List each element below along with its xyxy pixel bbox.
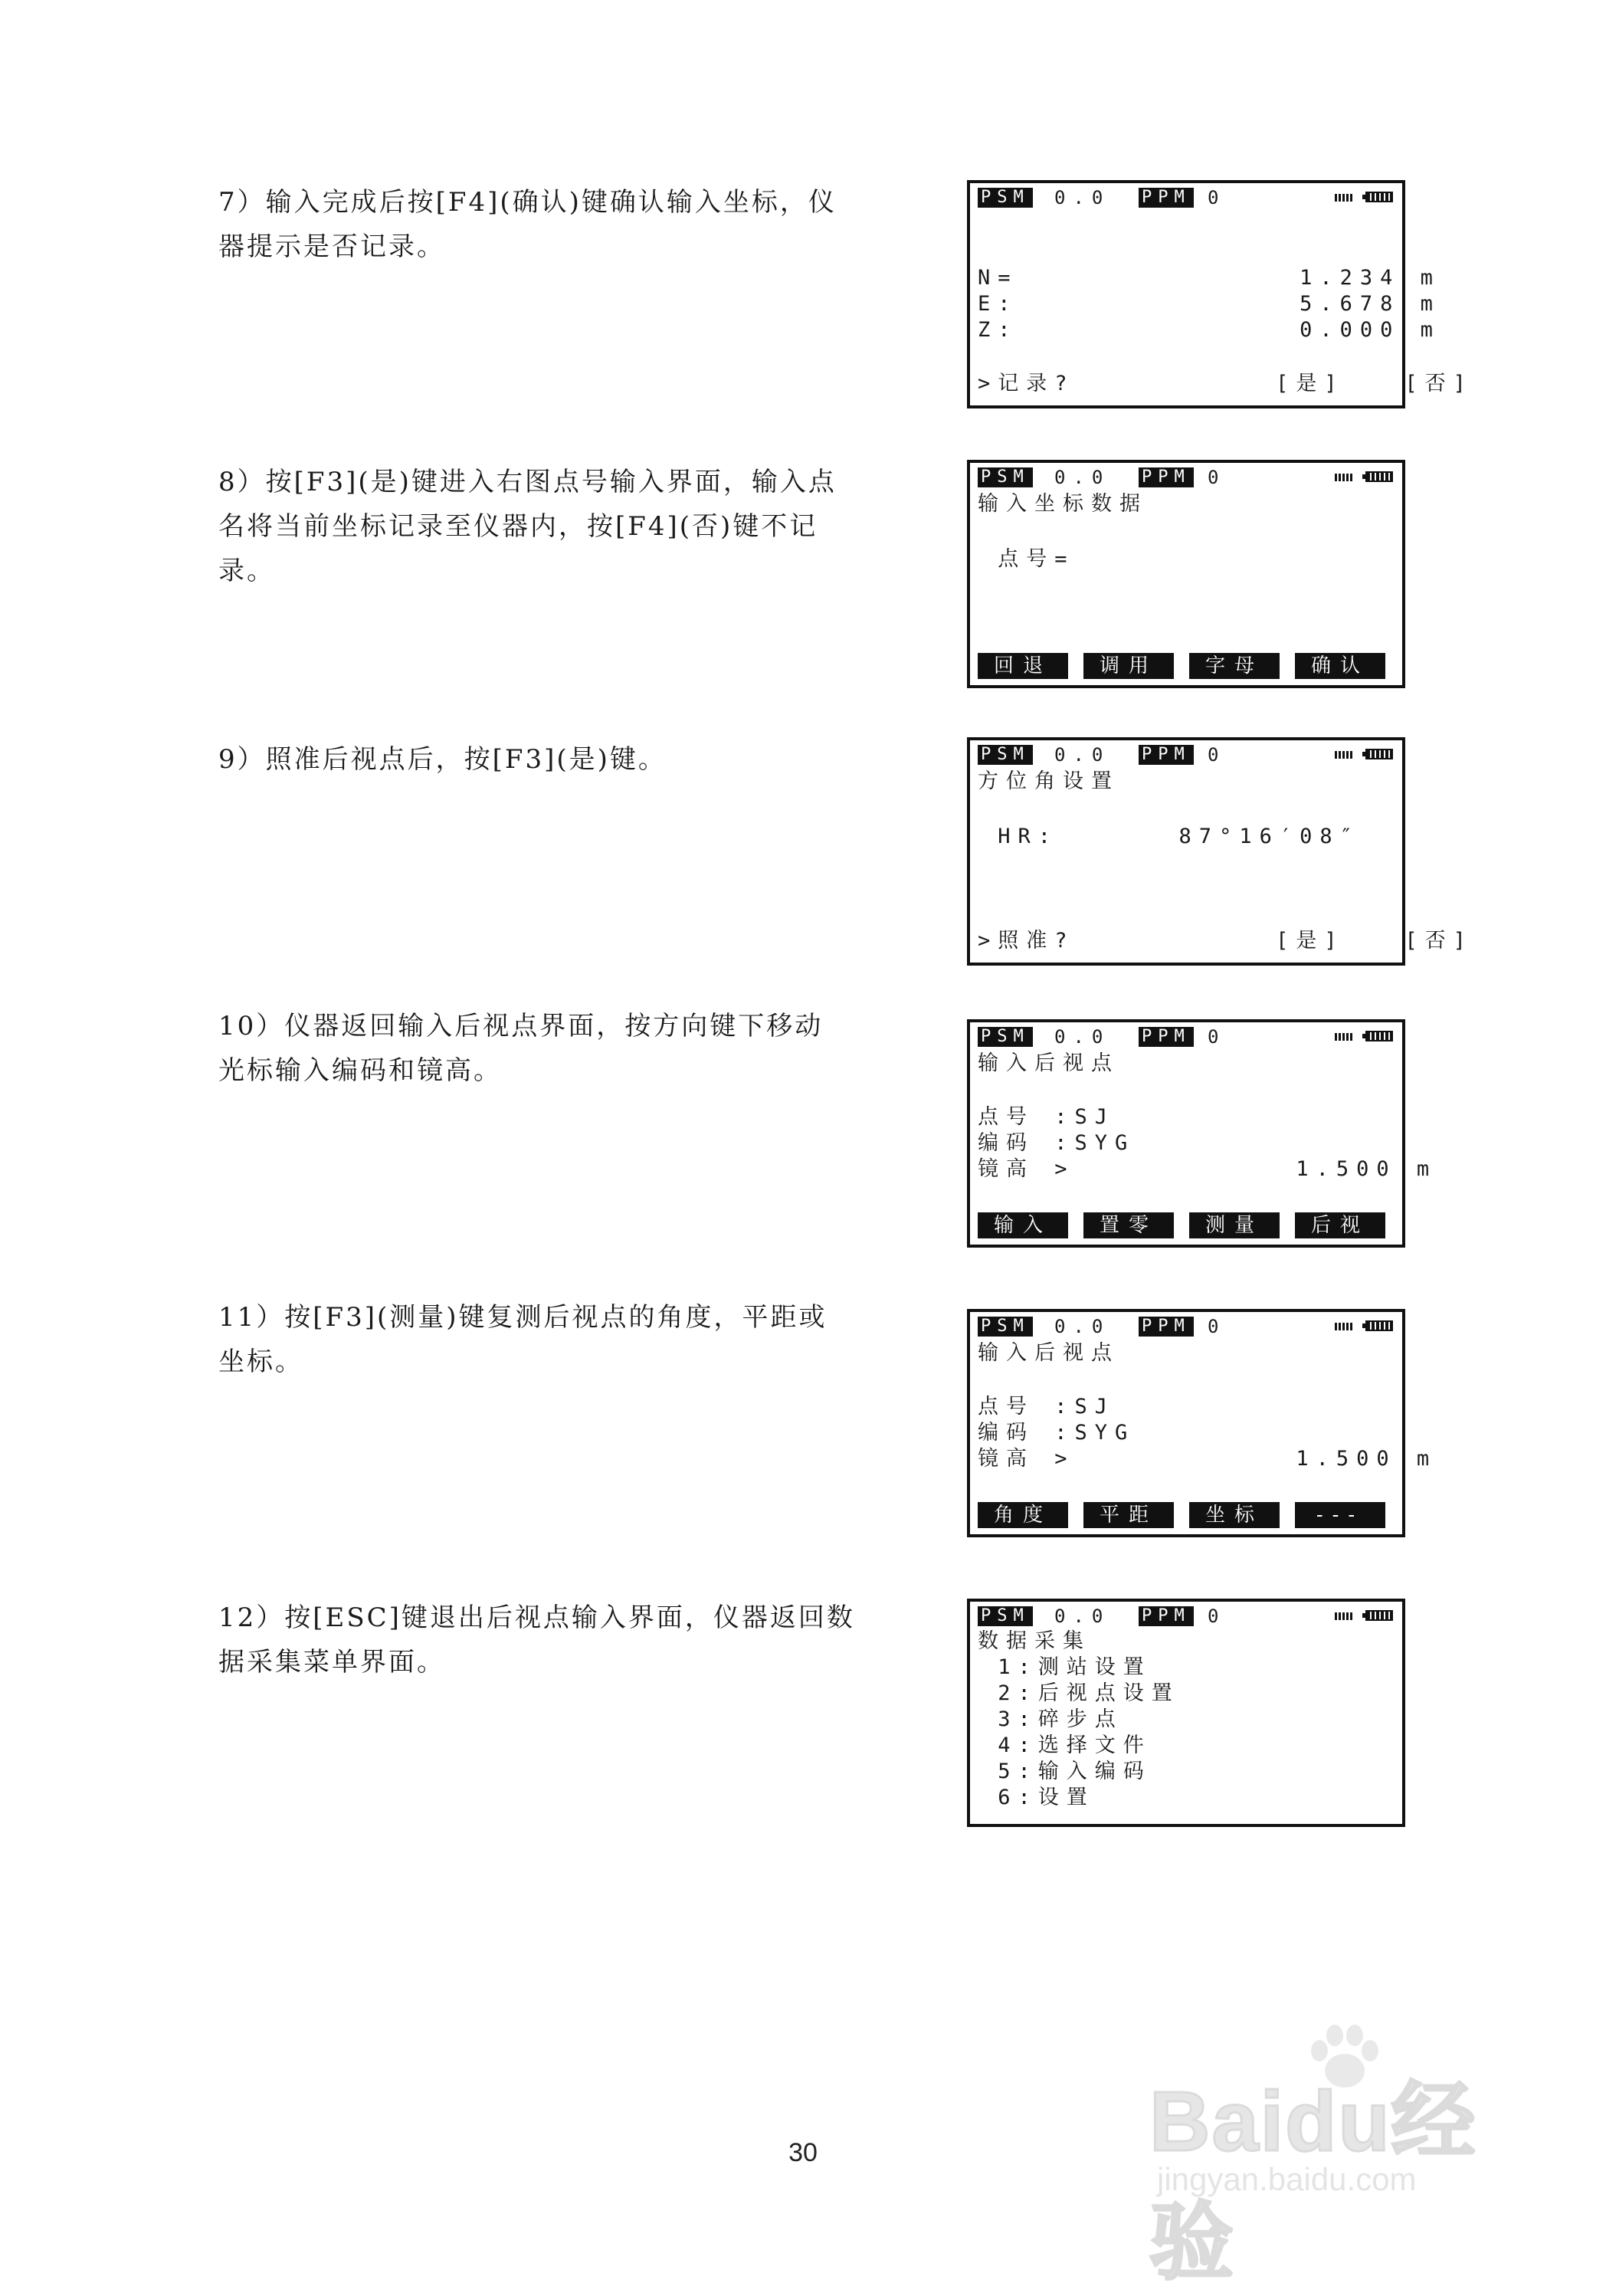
code-line[interactable]: 编码 :SYG — [978, 1421, 1136, 1445]
screen-line: N= 1.234 m — [978, 266, 1440, 290]
code-line[interactable]: 编码 :SYG — [978, 1131, 1136, 1155]
status-bar — [978, 188, 1398, 209]
softkey-input[interactable]: 输入 — [978, 1212, 1068, 1238]
softkey-horizontal-distance[interactable]: 平距 — [1083, 1502, 1174, 1528]
watermark-url: jingyan.baidu.com — [1157, 2161, 1417, 2197]
signal-icon — [1335, 1033, 1353, 1041]
menu-item-input-code[interactable]: 5:输入编码 — [978, 1760, 1152, 1783]
battery-icon — [1365, 192, 1393, 202]
screen-line: Z: 0.000 m — [978, 318, 1440, 342]
step-10-text: 10）仪器返回输入后视点界面，按方向键下移动 光标输入编码和镜高。 — [218, 1011, 824, 1086]
menu-item-detail-point[interactable]: 3:碎步点 — [978, 1707, 1123, 1731]
battery-icon — [1365, 1320, 1393, 1331]
menu-item-backsight-setup[interactable]: 2:后视点设置 — [978, 1681, 1180, 1705]
point-number-line[interactable]: 点号 :SJ — [978, 1105, 1116, 1129]
menu-item-settings[interactable]: 6:设置 — [978, 1786, 1095, 1809]
screen-title: 方位角设置 — [978, 769, 1119, 793]
battery-icon — [1365, 1610, 1393, 1621]
softkey-bar — [978, 1212, 1395, 1238]
softkey-bar — [978, 1502, 1395, 1528]
ppm-value: 0 — [1208, 1316, 1227, 1337]
psm-badge: PSM — [978, 467, 1033, 487]
signal-icon — [1335, 1612, 1353, 1620]
ppm-value: 0 — [1208, 467, 1227, 488]
status-bar — [978, 745, 1398, 766]
signal-icon — [1335, 1323, 1353, 1330]
point-number-field[interactable]: 点号= — [978, 547, 1075, 571]
step-8-text: 8）按[F3](是)键进入右图点号输入界面，输入点 名将当前坐标记录至仪器内，按[F4](否)键不记 录。 — [218, 467, 837, 586]
softkey-coordinate[interactable]: 坐标 — [1189, 1502, 1280, 1528]
softkey-zero[interactable]: 置零 — [1083, 1212, 1174, 1238]
menu-item-select-file[interactable]: 4:选择文件 — [978, 1733, 1152, 1757]
instrument-screen-backsight-measure — [967, 1309, 1437, 1537]
softkey-bar — [978, 653, 1395, 679]
screen-title: 数据采集 — [978, 1629, 1091, 1653]
page-number: 30 — [788, 2138, 818, 2167]
ppm-badge: PPM — [1139, 188, 1194, 208]
step-12-text: 12）按[ESC]键退出后视点输入界面，仪器返回数 据采集菜单界面。 — [218, 1602, 855, 1678]
softkey-measure[interactable]: 测量 — [1189, 1212, 1280, 1238]
softkey-angle[interactable]: 角度 — [978, 1502, 1068, 1528]
psm-badge: PSM — [978, 1606, 1033, 1626]
instrument-screen-backsight-input — [967, 1019, 1437, 1248]
screen-title: 输入坐标数据 — [978, 492, 1148, 516]
target-height-line[interactable]: 镜高 > 1.500 m — [978, 1447, 1437, 1471]
sight-prompt-line: >照准? [是] [否] — [978, 929, 1473, 953]
baidu-jingyan-watermark — [1149, 2023, 1548, 2290]
hr-angle-line: HR: 87°16′08″ — [978, 825, 1360, 848]
step-7-text: 7）输入完成后按[F4](确认)键确认输入坐标，仪 器提示是否记录。 — [218, 187, 837, 262]
battery-icon — [1365, 471, 1393, 482]
signal-icon — [1335, 194, 1353, 202]
psm-badge: PSM — [978, 745, 1033, 765]
status-bar — [978, 1606, 1398, 1628]
ppm-badge: PPM — [1139, 745, 1194, 765]
ppm-badge: PPM — [1139, 467, 1194, 487]
softkey-alpha[interactable]: 字母 — [1189, 653, 1280, 679]
screen-title: 输入后视点 — [978, 1341, 1119, 1365]
status-bar — [978, 467, 1398, 489]
psm-badge: PSM — [978, 188, 1033, 208]
softkey-back[interactable]: 回退 — [978, 653, 1068, 679]
status-bar — [978, 1317, 1398, 1338]
ppm-badge: PPM — [1139, 1317, 1194, 1337]
step-11-text: 11）按[F3](测量)键复测后视点的角度，平距或 坐标。 — [218, 1302, 828, 1377]
psm-value: 0.0 — [1054, 744, 1111, 766]
battery-icon — [1365, 749, 1393, 759]
record-prompt-line: >记录? [是] [否] — [978, 372, 1473, 395]
screen-title: 输入后视点 — [978, 1051, 1119, 1075]
psm-badge: PSM — [978, 1317, 1033, 1337]
softkey-backsight[interactable]: 后视 — [1295, 1212, 1385, 1238]
ppm-badge: PPM — [1139, 1027, 1194, 1047]
ppm-value: 0 — [1208, 744, 1227, 766]
psm-badge: PSM — [978, 1027, 1033, 1047]
point-number-line[interactable]: 点号 :SJ — [978, 1395, 1116, 1419]
ppm-badge: PPM — [1139, 1606, 1194, 1626]
ppm-value: 0 — [1208, 1606, 1227, 1627]
battery-icon — [1365, 1031, 1393, 1041]
instrument-screen-point-input — [967, 460, 1405, 688]
instrument-screen-azimuth — [967, 737, 1473, 966]
instrument-screen-data-collection-menu — [967, 1599, 1405, 1827]
screen-line: E: 5.678 m — [978, 292, 1440, 316]
menu-item-station-setup[interactable]: 1:测站设置 — [978, 1655, 1152, 1679]
psm-value: 0.0 — [1054, 1606, 1111, 1627]
signal-icon — [1335, 474, 1353, 481]
step-9-text: 9）照准后视点后，按[F3](是)键。 — [218, 744, 667, 775]
instrument-screen-record-prompt — [967, 180, 1473, 408]
softkey-confirm[interactable]: 确认 — [1295, 653, 1385, 679]
watermark-logo: Baidu经验 — [1149, 2075, 1477, 2290]
ppm-value: 0 — [1208, 1026, 1227, 1048]
signal-icon — [1335, 751, 1353, 759]
target-height-line[interactable]: 镜高 > 1.500 m — [978, 1157, 1437, 1181]
psm-value: 0.0 — [1054, 187, 1111, 208]
psm-value: 0.0 — [1054, 1316, 1111, 1337]
status-bar — [978, 1027, 1398, 1048]
softkey-recall[interactable]: 调用 — [1083, 653, 1174, 679]
softkey-empty[interactable]: --- — [1295, 1502, 1385, 1528]
psm-value: 0.0 — [1054, 1026, 1111, 1048]
psm-value: 0.0 — [1054, 467, 1111, 488]
ppm-value: 0 — [1208, 187, 1227, 208]
